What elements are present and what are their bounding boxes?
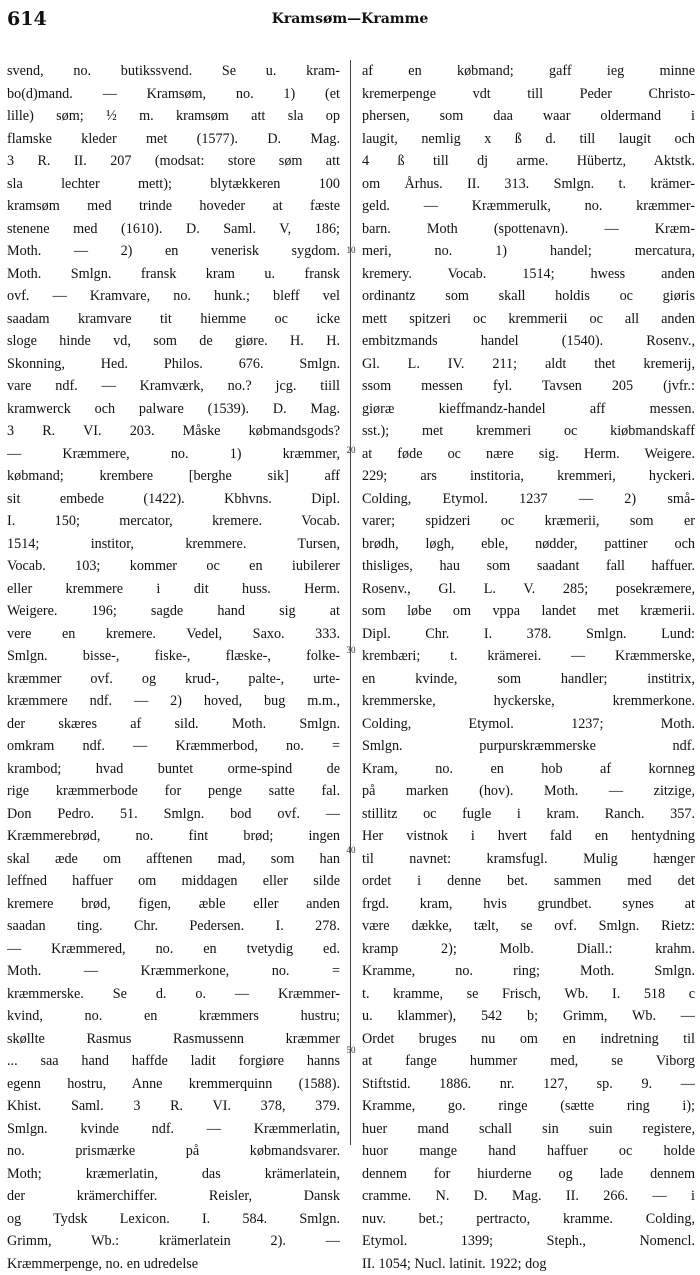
text-line: brødh, løgh, eble, nødder, pattiner och (362, 533, 695, 556)
line-number: 20 (341, 445, 361, 455)
text-line: egenn hostru, Anne kremmerquinn (1588). (7, 1073, 340, 1096)
text-line: ssom messen fyl. Tavsen 205 (jvfr.: (362, 375, 695, 398)
text-line: Ordet bruges nu om en indretning til (362, 1028, 695, 1051)
text-line: Kramme, no. ring; Moth. Smlgn. (362, 960, 695, 983)
text-line: der krämerchiffer. Reisler, Dansk (7, 1185, 340, 1208)
text-line: Moth. — 2) en venerisk sygdom. (7, 240, 340, 263)
text-line: Colding, Etymol. 1237; Moth. (362, 713, 695, 736)
text-line: Colding, Etymol. 1237 — 2) små- (362, 488, 695, 511)
text-line: t. kramme, se Frisch, Wb. I. 518 c (362, 983, 695, 1006)
text-line: krembæri; t. krämerei. — Kræmmerske, (362, 645, 695, 668)
text-line: at føde oc nære sig. Herm. Weigere. (362, 443, 695, 466)
text-line: ovf. — Kramvare, no. hunk.; bleff vel (7, 285, 340, 308)
running-head: Kramsøm—Kramme (0, 11, 700, 27)
text-line: kvind, no. en kræmmers hustru; (7, 1005, 340, 1028)
text-line: bo(d)mand. — Kramsøm, no. 1) (et (7, 83, 340, 106)
text-line: kramsøm med trinde hoveder at fæste (7, 195, 340, 218)
text-line: Skonning, Hed. Philos. 676. Smlgn. (7, 353, 340, 376)
line-number: 50 (341, 1045, 361, 1055)
text-line: Moth. — Kræmmerkone, no. = (7, 960, 340, 983)
text-line: Dipl. Chr. I. 378. Smlgn. Lund: (362, 623, 695, 646)
text-line: sst.); met kremmeri oc kiøbmandskaff (362, 420, 695, 443)
text-line: og Tydsk Lexicon. I. 584. Smlgn. (7, 1208, 340, 1231)
text-line: — Kræmmered, no. en tvetydig ed. (7, 938, 340, 961)
text-line: om Århus. II. 313. Smlgn. t. krämer- (362, 173, 695, 196)
line-number: 40 (341, 845, 361, 855)
text-line: laugit, nemlig x ß d. till laugit och (362, 128, 695, 151)
text-line: kremmerske, hyckerske, kremmerkone. (362, 690, 695, 713)
page-header (0, 8, 700, 38)
text-line: huor mange hand haffuer oc holde (362, 1140, 695, 1163)
text-line: dennem for hiurderne og lade dennem (362, 1163, 695, 1186)
text-line: ... saa hand haffde ladit forgiøre hanns (7, 1050, 340, 1073)
text-line: rige kræmmerbode for penge satte fal. (7, 780, 340, 803)
text-line: nuv. bet.; pertracto, kramme. Colding, (362, 1208, 695, 1231)
text-line: Stiftstid. 1886. nr. 127, sp. 9. — (362, 1073, 695, 1096)
text-line: huer mand schall sin suin registere, (362, 1118, 695, 1141)
text-line: at fange hummer med, se Viborg (362, 1050, 695, 1073)
text-line: II. 1054; Nucl. latinit. 1922; dog (362, 1253, 695, 1275)
text-line: 229; ars institoria, kremmeri, hyckeri. (362, 465, 695, 488)
text-line: omkram ndf. — Kræmmerbod, no. = (7, 735, 340, 758)
text-line: no. prismærke på købmandsvarer. (7, 1140, 340, 1163)
right-column (362, 60, 695, 1145)
text-line: svend, no. butikssvend. Se u. kram- (7, 60, 340, 83)
text-line: Her vistnok i hvert fald en hentydning (362, 825, 695, 848)
text-line: Smlgn. bisse-, fiske-, flæske-, folke- (7, 645, 340, 668)
text-line: saadam kramvare tit hiemme oc icke (7, 308, 340, 331)
text-line: til navnet: kramsfugl. Mulig hænger (362, 848, 695, 871)
line-number: 30 (341, 645, 361, 655)
text-line: kræmmer ovf. og krud-, palte-, urte- (7, 668, 340, 691)
text-line: stenene med (1610). D. Saml. V, 186; (7, 218, 340, 241)
text-line: kræmmerske. Se d. o. — Kræmmer- (7, 983, 340, 1006)
text-line: kramp 2); Molb. Diall.: krahm. (362, 938, 695, 961)
text-line: skøllte Rasmus Rasmussenn kræmmer (7, 1028, 340, 1051)
text-line: Grimm, Wb.: krämerlatein 2). — (7, 1230, 340, 1253)
text-line: geld. — Kræmmerulk, no. kræmmer- (362, 195, 695, 218)
left-column (7, 60, 340, 1145)
text-line: flamske kleder met (1577). D. Mag. (7, 128, 340, 151)
text-line: kremere brød, figen, æble eller anden (7, 893, 340, 916)
text-line: ordet i denne bet. sammen med det (362, 870, 695, 893)
text-line: krambod; hvad buntet orme-spind de (7, 758, 340, 781)
text-line: I. 150; mercator, kremere. Vocab. (7, 510, 340, 533)
text-line: 1514; institor, kremmere. Tursen, (7, 533, 340, 556)
text-line: som løbe om vppa landet met kræmerii. (362, 600, 695, 623)
text-line: Vocab. 103; kommer oc en iubilerer (7, 555, 340, 578)
text-line: vere en kremere. Vedel, Saxo. 333. (7, 623, 340, 646)
text-line: Weigere. 196; sagde hand sig at (7, 600, 340, 623)
text-line: sloge hinde vd, som de giøre. H. H. (7, 330, 340, 353)
text-line: vare ndf. — Kramværk, no.? jcg. tiill (7, 375, 340, 398)
text-line: Don Pedro. 51. Smlgn. bod ovf. — (7, 803, 340, 826)
text-line: Khist. Saml. 3 R. VI. 378, 379. (7, 1095, 340, 1118)
text-line: skal æde om afftenen mad, som han (7, 848, 340, 871)
text-line: en kvinde, som handler; institrix, (362, 668, 695, 691)
text-line: — Kræmmere, no. 1) kræmmer, (7, 443, 340, 466)
text-line: Etymol. 1399; Steph., Nomencl. (362, 1230, 695, 1253)
text-line: Smlgn. purpurskræmmerske ndf. (362, 735, 695, 758)
text-line: giøræ kieffmandz-handel aff messen. (362, 398, 695, 421)
text-line: kremery. Vocab. 1514; hwess anden (362, 263, 695, 286)
text-line: meri, no. 1) handel; mercatura, (362, 240, 695, 263)
page-number: 614 (7, 8, 47, 30)
text-line: 4 ß till dj arme. Hübertz, Aktstk. (362, 150, 695, 173)
text-line: Gl. L. IV. 211; aldt thet kremerij, (362, 353, 695, 376)
text-line: ordinantz som skall holdis oc giøris (362, 285, 695, 308)
text-line: kræmmere ndf. — 2) hoved, bug m.m., (7, 690, 340, 713)
text-line: Kram, no. en hob af kornneg (362, 758, 695, 781)
text-line: 3 R. VI. 203. Måske købmandsgods? (7, 420, 340, 443)
text-line: 3 R. II. 207 (modsat: store søm att (7, 150, 340, 173)
text-line: embitzmands handel (1540). Rosenv., (362, 330, 695, 353)
text-line: Rosenv., Gl. L. V. 285; posekræmere, (362, 578, 695, 601)
text-line: lille) søm; ½ m. kramsøm att sla op (7, 105, 340, 128)
text-line: Moth. Smlgn. fransk kram u. fransk (7, 263, 340, 286)
text-line: eller kremmere i dit huss. Herm. (7, 578, 340, 601)
text-line: Kræmmerpenge, no. en udredelse (7, 1253, 340, 1275)
text-line: på marken (hov). Moth. — zitzige, (362, 780, 695, 803)
text-line: Kramme, go. ringe (sætte ring i); (362, 1095, 695, 1118)
text-line: frgd. kram, hvis grundbet. synes at (362, 893, 695, 916)
text-line: barn. Moth (spottenavn). — Kræm- (362, 218, 695, 241)
text-line: Smlgn. kvinde ndf. — Kræmmerlatin, (7, 1118, 340, 1141)
text-line: leffned haffuer om middagen eller silde (7, 870, 340, 893)
text-line: sit embede (1422). Kbhvns. Dipl. (7, 488, 340, 511)
text-line: mett spitzeri oc kremmerii oc all anden (362, 308, 695, 331)
text-line: Kræmmerebrød, no. fint brød; ingen (7, 825, 340, 848)
text-line: kremerpenge vdt till Peder Christo- (362, 83, 695, 106)
text-line: kramwerck och palware (1539). D. Mag. (7, 398, 340, 421)
text-line: phersen, som daa waar oldermand i (362, 105, 695, 128)
text-line: cramme. N. D. Mag. II. 266. — i (362, 1185, 695, 1208)
text-line: u. klammer), 542 b; Grimm, Wb. — (362, 1005, 695, 1028)
text-line: der skæres af sild. Moth. Smlgn. (7, 713, 340, 736)
text-line: saadan ting. Chr. Pedersen. I. 278. (7, 915, 340, 938)
column-divider (350, 60, 351, 1145)
text-line: thisliges, hau som saadant fall haffuer. (362, 555, 695, 578)
line-number: 10 (341, 245, 361, 255)
text-line: være dække, tælt, se ovf. Smlgn. Rietz: (362, 915, 695, 938)
text-line: varer; spidzeri oc kræmerii, som er (362, 510, 695, 533)
text-line: sla lechter mett); blytækkeren 100 (7, 173, 340, 196)
text-line: stillitz oc fugle i kram. Ranch. 357. (362, 803, 695, 826)
text-line: Moth; kræmerlatin, das krämerlatein, (7, 1163, 340, 1186)
text-line: købmand; krembere [berghe sik] aff (7, 465, 340, 488)
text-line: af en købmand; gaff ieg minne (362, 60, 695, 83)
